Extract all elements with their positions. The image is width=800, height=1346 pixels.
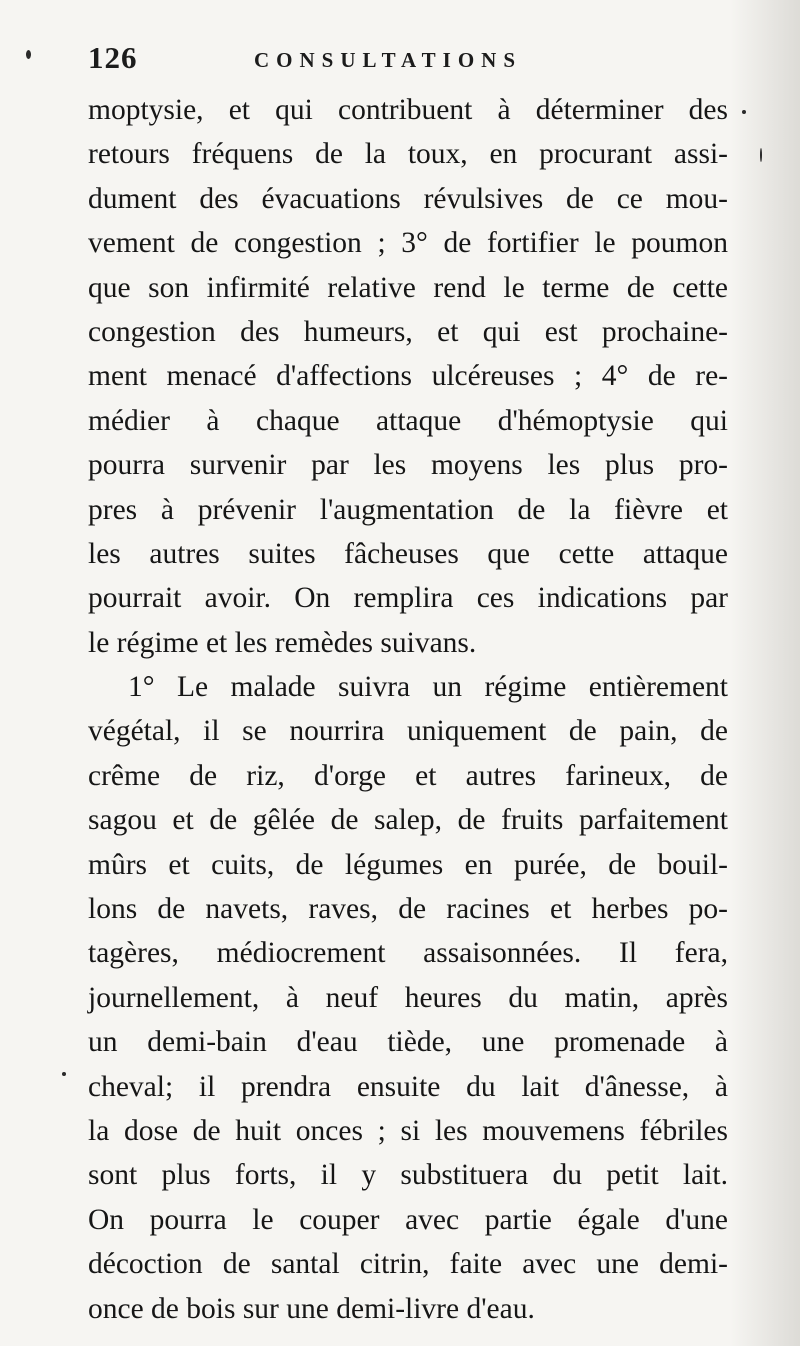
text-line: vement de congestion ; 3° de fortifier le poumon [88,227,728,260]
text-line: la dose de huit onces ; si les mouvemens fébriles [88,1114,728,1147]
text-line: ment menacé d'affections ulcéreuses ; 4° de re- [88,360,728,393]
ink-speck [760,148,762,162]
text-line: pourrait avoir. On remplira ces indications par [88,582,728,615]
text-line: médier à chaque attaque d'hémoptysie qui [88,404,728,437]
text-line: un demi-bain d'eau tiède, une promenade à [88,1026,728,1059]
paragraph-end-line: le régime et les remèdes suivans. [88,626,477,659]
text-line: pourra survenir par les moyens les plus pro- [88,449,728,482]
text-line: sont plus forts, il y substituera du petit lait. [88,1159,728,1192]
text-line: que son infirmité relative rend le terme de cette [88,271,728,304]
text-line: crême de riz, d'orge et autres farineux, de [88,759,728,792]
text-line: cheval; il prendra ensuite du lait d'ânesse, à [88,1070,728,1103]
text-line: tagères, médiocrement assaisonnées. Il fera, [88,937,728,970]
text-line: les autres suites fâcheuses que cette attaque [88,537,728,570]
page-edge-shadow [730,0,800,1346]
text-line: sagou et de gêlée de salep, de fruits parfaitement [88,804,728,837]
paragraph-start-line: 1° Le malade suivra un régime entièrement [128,671,728,704]
paragraph-end-line: once de bois sur une demi-livre d'eau. [88,1292,535,1325]
text-line: décoction de santal citrin, faite avec une demi- [88,1248,728,1281]
page-header [88,40,728,84]
text-line: retours fréquens de la toux, en procurant assi- [88,138,728,171]
ink-speck [62,1072,66,1076]
text-line: On pourra le couper avec partie égale d'une [88,1203,728,1236]
ink-speck [742,110,746,114]
text-line: congestion des humeurs, et qui est prochaine- [88,315,728,348]
running-head: CONSULTATIONS [254,48,523,72]
text-line: lons de navets, raves, de racines et herbes po- [88,893,728,926]
text-line: dument des évacuations révulsives de ce mou- [88,182,728,215]
text-line: pres à prévenir l'augmentation de la fièvre et [88,493,728,526]
text-line: moptysie, et qui contribuent à déterminer des [88,94,728,126]
text-line: mûrs et cuits, de légumes en purée, de bouil- [88,848,728,881]
ink-speck [26,50,31,59]
page-number: 126 [88,40,138,75]
text-line: végétal, il se nourrira uniquement de pain, de [88,715,728,748]
body-text [88,88,728,1331]
text-line: journellement, à neuf heures du matin, après [88,981,728,1014]
